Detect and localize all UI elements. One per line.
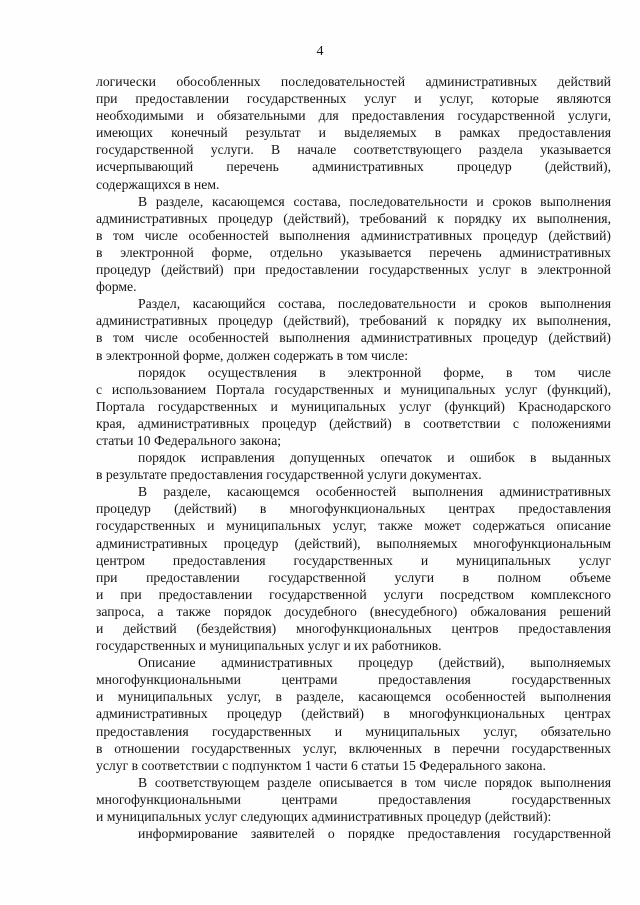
text-line: и при предоставлении государственной услуги посредством комплексного <box>96 586 611 602</box>
text-line: и муниципальных услуг, в разделе, касающемся особенностей выполнения <box>96 689 611 705</box>
text-line: при предоставлении государственных услуг и услуг, которые являются <box>96 91 611 107</box>
text-line: имеющих конечный результат и выделяемых в рамках предоставления <box>96 125 611 141</box>
text-line: запроса, а также порядок досудебного (внесудебного) обжалования решений <box>96 603 611 619</box>
paragraph <box>96 295 611 363</box>
text-line: административных процедур (действий), требований к порядку их выполнения, <box>96 313 611 329</box>
text-line: статьи 10 Федерального закона; <box>96 432 282 448</box>
text-line: края, административных процедур (действий) в соответствии с положениями <box>96 415 611 431</box>
text-line: государственных и муниципальных услуг и их работников. <box>96 638 442 654</box>
paragraph <box>96 193 611 296</box>
text-line: процедур (действий) при предоставлении государственных услуг в электронной <box>96 262 611 278</box>
text-line: государственной услуги. В начале соответствующего раздела указывается <box>96 142 611 158</box>
text-line: центром предоставления государственных и муниципальных услуг <box>96 552 611 568</box>
paragraph <box>96 774 611 825</box>
text-line: процедур (действий) в многофункциональных центрах предоставления <box>96 501 611 517</box>
text-line: услуг в соответствии с подпунктом 1 части 6 статьи 15 Федерального закона. <box>96 757 546 773</box>
text-line: и действий (бездействия) многофункциональных центров предоставления <box>96 621 611 636</box>
text-line: информирование заявителей о порядке предоставления государственной <box>138 826 611 842</box>
text-line: В соответствующем разделе описывается в том числе порядок выполнения <box>138 774 611 790</box>
text-line: административных процедур (действий) в многофункциональных центрах <box>96 706 611 722</box>
text-line: содержащихся в нем. <box>96 176 220 192</box>
paragraph <box>96 449 611 483</box>
text-line: Описание административных процедур (действий), выполняемых <box>138 655 611 671</box>
text-line: В разделе, касающемся особенностей выполнения административных <box>138 484 611 500</box>
text-line: административных процедур (действий), требований к порядку их выполнения, <box>96 210 611 226</box>
text-line: Раздел, касающийся состава, последовательности и сроков выполнения <box>138 296 611 312</box>
text-line: исчерпывающий перечень административных процедур (действий), <box>96 159 611 175</box>
text-line: порядок исправления допущенных опечаток и ошибок в выданных <box>138 450 611 466</box>
text-line: В разделе, касающемся состава, последовательности и сроков выполнения <box>138 193 611 209</box>
text-line: в том числе особенностей выполнения административных процедур (действий) <box>96 227 611 243</box>
text-line: административных процедур (действий), выполняемых многофункциональным <box>96 535 611 551</box>
text-line: в электронной форме, должен содержать в том числе: <box>96 347 409 363</box>
paragraph <box>96 654 611 774</box>
text-line: в результате предоставления государственной услуги документах. <box>96 467 482 483</box>
text-line: при предоставлении государственной услуги в полном объеме <box>96 569 611 585</box>
paragraph <box>96 73 611 193</box>
paragraph <box>96 364 611 449</box>
text-line: необходимыми и обязательными для предоставления государственной услуги, <box>96 108 611 124</box>
text-line: форме. <box>96 279 137 295</box>
text-line: порядок осуществления в электронной форме, в том числе <box>138 364 611 380</box>
text-line: логически обособленных последовательностей административных действий <box>96 74 611 89</box>
text-line: в электронной форме, отдельно указывается перечень административных <box>96 244 611 260</box>
document-body <box>96 73 611 842</box>
text-line: с использованием Портала государственных и муниципальных услуг (функций), <box>96 381 611 397</box>
text-line: государственных и муниципальных услуг, также может содержаться описание <box>96 518 611 534</box>
text-line: и муниципальных услуг следующих административных процедур (действий): <box>96 809 552 825</box>
text-line: в отношении государственных услуг, включенных в перечни государственных <box>96 740 611 756</box>
text-line: многофункциональными центрами предоставления государственных <box>96 791 611 807</box>
page-number: 4 <box>316 44 324 59</box>
text-line: многофункциональными центрами предоставления государственных <box>96 672 611 688</box>
paragraph <box>96 483 611 654</box>
text-line: Портала государственных и муниципальных услуг (функций) Краснодарского <box>96 398 611 414</box>
text-line: предоставления государственных и муниципальных услуг, обязательно <box>96 723 611 739</box>
text-line: в том числе особенностей выполнения административных процедур (действий) <box>96 330 611 346</box>
paragraph <box>96 825 611 842</box>
